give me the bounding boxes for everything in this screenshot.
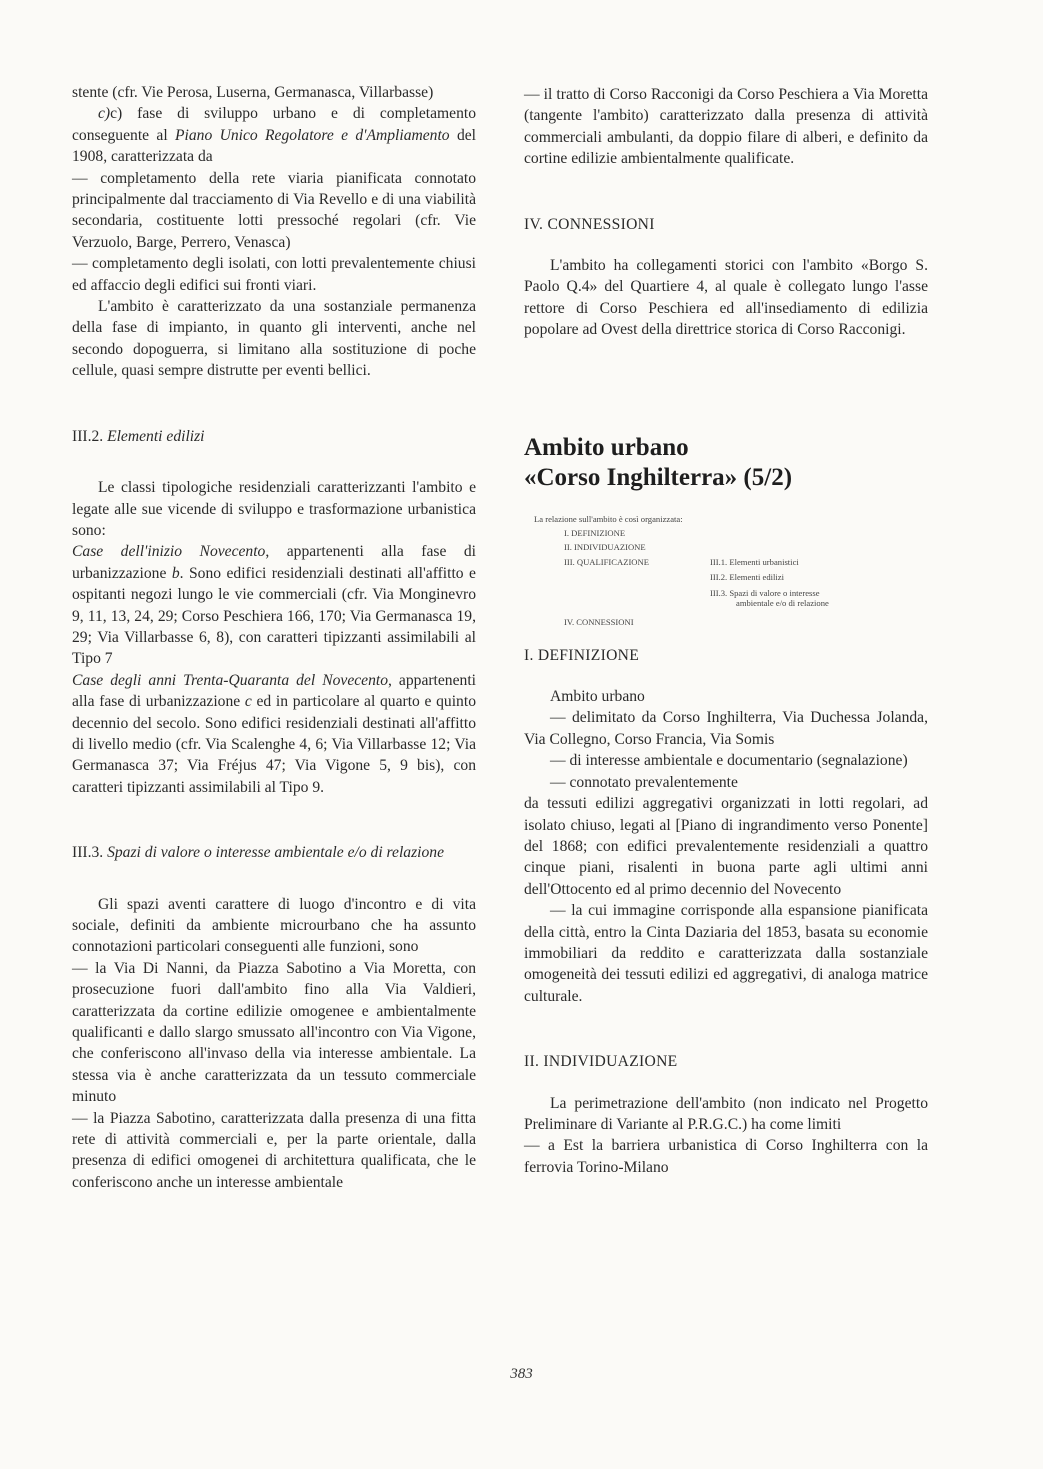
text-run: del 1908, caratterizzata da <box>72 126 476 166</box>
list-letter: c) <box>98 105 111 123</box>
chapter-title-line-1: Ambito urbano <box>524 433 689 461</box>
paragraph: Gli spazi aventi carattere di luogo d'incontro e di vita sociale, definiti da ambiente microurbano che ha assunto connotazioni particolari conseguenti alle funzioni, sono <box>72 895 476 956</box>
section-heading <box>72 842 476 863</box>
text-run-italic: Piano Unico Regolatore e d'Ampliamento <box>175 126 450 144</box>
paragraph: — di interesse ambientale e documentario (segnalazione) <box>550 752 908 770</box>
paragraph: L'ambito è caratterizzato da una sostanziale permanenza della fase di impianto, in quanto gli interventi, anche nel secondo dopoguerra, si limitano alla sostituzione di poche cellule, quasi sempre distrutte per eventi bellici. <box>72 298 476 380</box>
section-number: III.3. <box>72 844 108 862</box>
section-heading <box>72 426 476 447</box>
text-run: , appartenenti alla fase di urbanizzazione <box>72 671 476 711</box>
chapter-title-line-2: «Corso Inghilterra» (5/2) <box>524 463 793 491</box>
section-title: Elementi edilizi <box>107 427 205 445</box>
paragraph <box>72 670 476 798</box>
section-number: III.2. <box>72 427 108 445</box>
paragraph: — la Via Di Nanni, da Piazza Sabotino a Via Moretta, con prosecuzione fuori dall'ambito fino alla Via Valdieri, caratterizzata da cortine edilizie omogenee e ambientalmente qualificanti e dallo slargo smussato all'incontro con Via Vigone, che conferiscono all'invaso della via interesse ambientale. La stessa via è anche caratterizzata da un tessuto commerciale minuto <box>72 959 476 1106</box>
toc-item: I. DEFINIZIONE <box>564 527 626 538</box>
text-run-italic: Case dell'inizio Novecento <box>72 543 266 561</box>
section-title: Spazi di valore o interesse ambientale e/o di relazione <box>107 844 445 862</box>
paragraph: — la cui immagine corrisponde alla espansione pianificata della città, entro la Cinta Daziaria del 1853, basata su economie immobiliari da reddito e caratterizzata dalla sostanziale omogeneità dei tessuti edilizi ed aggregativi, di analoga matrice culturale. <box>524 902 928 1005</box>
text-run: . Sono edifici residenziali destinati all'affitto e ospitanti negozi lungo le vie commerciali (cfr. Via Monginevro 9, 11, 13, 24, 29; Corso Peschiera 166, 170; Via Germanasca 19, 29; Via Villarbasse 6, 8), con caratteri tipizzanti assimilabili al Tipo 7 <box>72 564 476 668</box>
toc-item: IV. CONNESSIONI <box>564 616 634 627</box>
table-of-contents <box>524 513 928 633</box>
section-heading: IV. CONNESSIONI <box>524 215 655 233</box>
paragraph: da tessuti edilizi aggregativi organizzati in lotti regolari, ad isolato chiuso, legati al [Piano di ingrandimento verso Ponente] del 1868; con edifici prevalentemente residenziali a quattro cinque piani, risalenti in buona parte agli ultimi anni dell'Ottocento ed al primo decennio del Novecento <box>524 795 928 898</box>
text-run: c) fase di sviluppo urbano e di completamento conseguente al <box>72 105 476 144</box>
toc-item: II. INDIVIDUAZIONE <box>564 541 646 552</box>
paragraph: — il tratto di Corso Racconigi da Corso Peschiera a Via Moretta (tangente l'ambito) caratterizzato dalla presenza di attività commerciali ambulanti, da doppio filare di alberi, e definito da cortine edilizie ambientalmente qualificate. <box>524 86 928 168</box>
text-run-italic: b <box>171 564 180 582</box>
section-heading: II. INDIVIDUAZIONE <box>524 1053 678 1071</box>
paragraph: Le classi tipologiche residenziali caratterizzanti l'ambito e legate alle sue vicende di sviluppo e trasformazione urbanistica sono: <box>72 479 476 539</box>
toc-intro: La relazione sull'ambito è così organizzata: <box>534 513 683 524</box>
left-column <box>72 82 476 1193</box>
chapter-title <box>524 433 928 493</box>
paragraph: stente (cfr. Vie Perosa, Luserna, Germanasca, Villarbasse) <box>72 84 434 101</box>
section-heading: I. DEFINIZIONE <box>524 646 640 664</box>
toc-subitem-continued: ambientale e/o di relazione <box>736 597 829 608</box>
text-run: ed in particolare al quarto e quinto decennio del secolo. Sono edifici residenziali destinati all'affitto di livello medio (cfr. Via Scalenghe 4, 6; Via Villarbasse 12; Via Germanasca 37; Via Fréjus 47; Via Vigone 5, 9 bis), con caratteri tipizzanti assimilabili al Tipo 9. <box>72 693 476 796</box>
text-run-italic: c <box>244 693 252 711</box>
paragraph: — a Est la barriera urbanistica di Corso Inghilterra con la ferrovia Torino-Milano <box>524 1137 928 1176</box>
paragraph: — delimitato da Corso Inghilterra, Via Duchessa Jolanda, Via Collegno, Corso Francia, Via Somis <box>524 709 928 748</box>
page-number: 383 <box>510 1366 533 1382</box>
paragraph: La perimetrazione dell'ambito (non indicato nel Progetto Preliminare di Variante al P.R.G.C.) ha come limiti <box>524 1094 928 1133</box>
paragraph <box>72 541 476 669</box>
paragraph: — connotato prevalentemente <box>550 773 738 791</box>
text-run: , appartenenti alla fase di urbanizzazione <box>72 543 477 582</box>
right-column <box>524 84 928 1178</box>
paragraph: — completamento della rete viaria pianificata connotato principalmente dal tracciamento di Via Revello e di una viabilità secondaria, costituente lotti pressoché regolari (cfr. Vie Verzuolo, Barge, Perrero, Venasca) <box>72 169 476 251</box>
paragraph <box>72 103 476 167</box>
paragraph: L'ambito ha collegamenti storici con l'ambito «Borgo S. Paolo Q.4» del Quartiere 4, al quale è collegato lungo l'asse rettore di Corso Peschiera ed all'insediamento di edilizia popolare ad Ovest della direttrice storica di Corso Racconigi. <box>524 257 928 339</box>
paragraph: — completamento degli isolati, con lotti prevalentemente chiusi ed affaccio degli edifici sui fronti viari. <box>72 255 476 294</box>
text-run-italic: Case degli anni Trenta-Quaranta del Novecento <box>72 671 389 689</box>
toc-item: III. QUALIFICAZIONE <box>564 556 649 567</box>
paragraph: — la Piazza Sabotino, caratterizzata dalla presenza di una fitta rete di attività commerciali e, per la parte orientale, dalla presenza di edifici omogenei di architettura qualificata, che le conferiscono anche un interesse ambientale <box>72 1109 476 1191</box>
toc-subitem: III.3. Spazi di valore o interesse <box>710 587 820 598</box>
paragraph: Ambito urbano <box>550 688 645 706</box>
toc-subitem: III.1. Elementi urbanistici <box>710 556 799 567</box>
toc-subitem: III.2. Elementi edilizi <box>710 571 784 582</box>
